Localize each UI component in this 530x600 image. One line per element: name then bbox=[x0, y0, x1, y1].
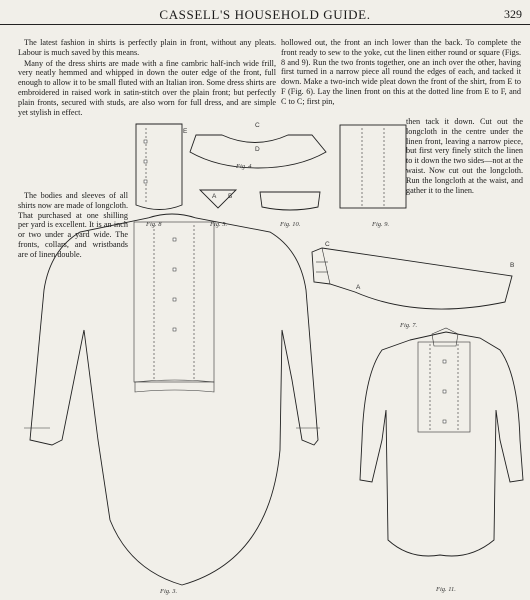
paragraph: then tack it down. Cut out the longcloth in the centre under the linen front, leaving a narrow piece, but first very finely stitch the linen to it down the two sides—not at the waist. Now cut out the longcloth. Run the longcloth at the waist, and gather it to the linen. bbox=[406, 117, 523, 195]
paragraph: hollowed out, the front an inch lower than the back. To complete the front ready to sew to the yoke, cut the linen either round or square (Figs. 8 and 9). Run the two fronts together, one an inch over the other, having first turned in a narrow piece all round the edges of each, and tacked it down. Make a two-inch wide pleat down the front of the shirt, from E to F (Fig. 6). Lay the linen front on this at the dotted line from E to F, and C to C; first pin, bbox=[281, 38, 521, 106]
caption-fig8: Fig. 8 bbox=[146, 221, 162, 228]
label-a-sleeve: A bbox=[356, 284, 361, 291]
caption-fig9: Fig. 9. bbox=[372, 221, 390, 228]
page-number: 329 bbox=[504, 7, 522, 21]
paragraph: The bodies and sleeves of all shirts now are made of longcloth. That purchased at one shilling per yard is excellent. It is an inch or two under a yard wide. The fronts, collars, and wristbands are of linen double. bbox=[18, 191, 128, 259]
caption-fig10: Fig. 10. bbox=[280, 221, 301, 228]
label-c: C bbox=[255, 122, 260, 129]
label-c-sleeve: C bbox=[325, 241, 330, 248]
paragraph: Many of the dress shirts are made with a fine cambric half-inch wide frill, very neatly hemmed and whipped in down the outer edge of the front, full enough to allow it to be small fluted with an Italian iron. Some dress shirts are embroidered in raised work in satin-stitch over the plain front; but perfectly plain fronts, secured with studs, are also worn for full dress, and are simple yet stylish in effect. bbox=[18, 58, 276, 117]
paragraph: The latest fashion in shirts is perfectly plain in front, without any pleats. Labour is much saved by this means. bbox=[18, 38, 276, 57]
fig9-square-front bbox=[340, 125, 406, 208]
caption-fig7: Fig. 7. bbox=[400, 322, 418, 329]
caption-fig5: Fig. 5. bbox=[210, 221, 228, 228]
caption-fig4: Fig. 4 bbox=[236, 163, 252, 170]
fig10-band bbox=[260, 192, 320, 210]
label-a: A bbox=[212, 193, 217, 200]
fig11-shirt bbox=[360, 328, 523, 556]
caption-fig3: Fig. 3. bbox=[160, 588, 178, 595]
fig7-sleeve bbox=[312, 248, 515, 309]
label-e: E bbox=[183, 128, 188, 135]
fig3-shirt bbox=[24, 214, 320, 585]
label-b-sleeve: B bbox=[510, 262, 515, 269]
fig8-front-piece bbox=[136, 124, 182, 210]
running-title: CASSELL'S HOUSEHOLD GUIDE. bbox=[159, 7, 371, 22]
caption-fig11: Fig. 11. bbox=[436, 586, 456, 593]
label-d: D bbox=[255, 146, 260, 153]
label-b: B bbox=[228, 193, 233, 200]
